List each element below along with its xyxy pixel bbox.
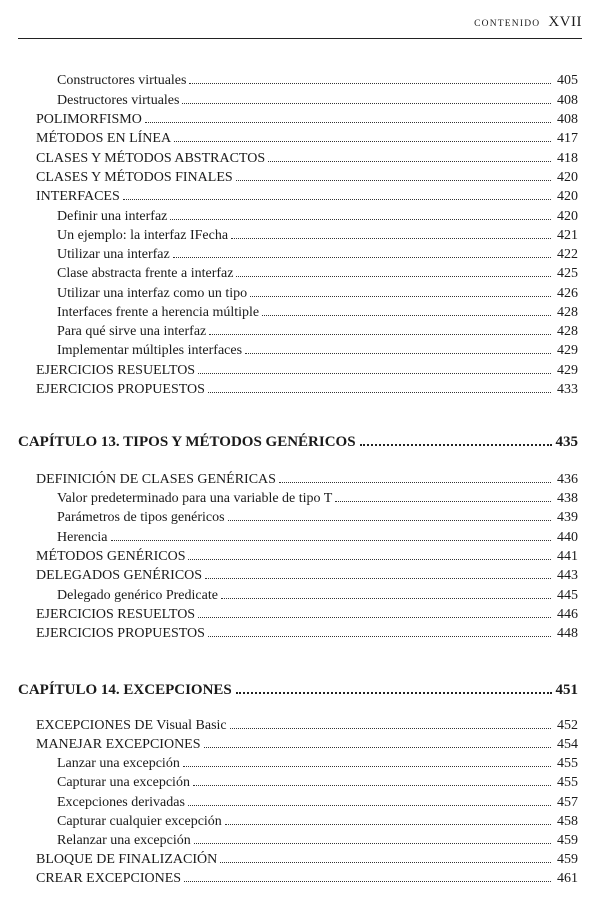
- toc-entry: [0, 547, 600, 567]
- toc-entry: [0, 71, 600, 91]
- toc-entry-page: 461: [557, 871, 578, 886]
- toc-entry: [0, 735, 600, 755]
- dot-leader: [111, 540, 551, 541]
- dot-leader: [221, 598, 551, 599]
- toc-entry-page: 433: [557, 382, 578, 397]
- dot-leader: [198, 373, 551, 374]
- toc-entry-page: 420: [557, 189, 578, 204]
- toc-entry: [0, 91, 600, 111]
- chapter-heading: [0, 679, 600, 701]
- dot-leader: [189, 83, 551, 84]
- toc-entry-page: 436: [557, 472, 578, 487]
- toc-entry: [0, 624, 600, 644]
- dot-leader: [209, 334, 551, 335]
- toc-row: [36, 735, 578, 755]
- toc-entry-page: 422: [557, 247, 578, 262]
- toc-entry: [0, 831, 600, 851]
- toc-row: [57, 773, 578, 793]
- toc-entry-title: Interfaces frente a herencia múltiple: [57, 305, 260, 320]
- toc-entry-page: 454: [557, 737, 578, 752]
- toc-row: [36, 470, 578, 490]
- toc-row: [57, 71, 578, 91]
- dot-leader: [173, 257, 551, 258]
- toc-entry-title: MÉTODOS GENÉRICOS: [36, 549, 186, 564]
- toc-entry: [0, 716, 600, 736]
- toc-entry-title: EJERCICIOS PROPUESTOS: [36, 382, 205, 397]
- toc-row: [18, 679, 578, 701]
- toc-entry: [0, 605, 600, 625]
- toc-entry: [0, 303, 600, 323]
- toc-entry-title: Para qué sirve una interfaz: [57, 324, 207, 339]
- toc-row: [57, 303, 578, 323]
- toc-entry: [0, 380, 600, 400]
- toc-entry-title: Herencia: [57, 530, 108, 545]
- toc-entry-title: EJERCICIOS PROPUESTOS: [36, 626, 205, 641]
- toc-entry-title: Relanzar una excepción: [57, 833, 191, 848]
- toc-entry: [0, 207, 600, 227]
- header-text: [474, 14, 582, 31]
- toc-row: [36, 547, 578, 567]
- toc-entry-page: 455: [557, 756, 578, 771]
- toc-entry-title: Lanzar una excepción: [57, 756, 180, 771]
- toc-entry: [0, 566, 600, 586]
- toc-entry-title: EXCEPCIONES DE Visual Basic: [36, 718, 227, 733]
- toc-entry-page: 421: [557, 228, 578, 243]
- toc-entry: [0, 850, 600, 870]
- toc-entry-page: 448: [557, 626, 578, 641]
- toc-row: [36, 624, 578, 644]
- toc-entry-page: 405: [557, 73, 578, 88]
- toc-entry: [0, 341, 600, 361]
- toc-entry-title: Valor predeterminado para una variable de tipo T: [57, 491, 333, 506]
- toc-entry-page: 439: [557, 510, 578, 525]
- toc-entry: [0, 793, 600, 813]
- dot-leader: [208, 636, 551, 637]
- toc-entry-title: Capturar una excepción: [57, 775, 190, 790]
- toc-entry: [0, 754, 600, 774]
- toc-entry-title: DEFINICIÓN DE CLASES GENÉRICAS: [36, 472, 276, 487]
- dot-leader: [174, 141, 551, 142]
- toc-entry-page: 426: [557, 286, 578, 301]
- toc-row: [36, 361, 578, 381]
- toc-entry-page: 443: [557, 568, 578, 583]
- toc-entry-page: 420: [557, 170, 578, 185]
- toc-entry-page: 452: [557, 718, 578, 733]
- toc-row: [57, 264, 578, 284]
- running-header: [18, 12, 582, 39]
- header-section-label: CONTENIDO: [474, 19, 541, 29]
- toc-entry-title: EJERCICIOS RESUELTOS: [36, 607, 196, 622]
- toc-entry-page: 420: [557, 209, 578, 224]
- toc-entry-page: 408: [557, 93, 578, 108]
- header-page-number: XVII: [548, 14, 582, 30]
- toc-row: [57, 508, 578, 528]
- toc-row: [36, 869, 578, 889]
- toc-row: [57, 245, 578, 265]
- dot-leader: [145, 122, 551, 123]
- toc-entry-title: Definir una interfaz: [57, 209, 168, 224]
- dot-leader: [183, 766, 551, 767]
- dot-leader: [198, 617, 551, 618]
- toc-entry: [0, 110, 600, 130]
- dot-leader: [205, 578, 551, 579]
- dot-leader: [194, 843, 551, 844]
- dot-leader: [208, 392, 551, 393]
- toc-entry: [0, 264, 600, 284]
- toc-entry: [0, 245, 600, 265]
- toc-entry: [0, 187, 600, 207]
- toc-row: [57, 284, 578, 304]
- dot-leader: [279, 482, 551, 483]
- toc-entry-title: POLIMORFISMO: [36, 112, 142, 127]
- dot-leader: [188, 559, 551, 560]
- toc-entry-title: DELEGADOS GENÉRICOS: [36, 568, 203, 583]
- toc-entry-title: INTERFACES: [36, 189, 120, 204]
- dot-leader: [123, 199, 551, 200]
- toc-entry-title: Utilizar una interfaz como un tipo: [57, 286, 248, 301]
- toc-row: [57, 207, 578, 227]
- dot-leader: [230, 728, 551, 729]
- dot-leader: [360, 444, 552, 446]
- toc-row: [57, 754, 578, 774]
- toc-entry-title: Parámetros de tipos genéricos: [57, 510, 225, 525]
- toc-entry-title: Utilizar una interfaz: [57, 247, 170, 262]
- dot-leader: [236, 276, 551, 277]
- toc-entry-page: 417: [557, 131, 578, 146]
- toc-row: [57, 226, 578, 246]
- toc-entry-page: 429: [557, 363, 578, 378]
- toc-entry-title: Clase abstracta frente a interfaz: [57, 266, 234, 281]
- toc-entry-page: 459: [557, 833, 578, 848]
- toc-entry-title: Destructores virtuales: [57, 93, 180, 108]
- toc-row: [57, 91, 578, 111]
- toc-row: [18, 431, 578, 453]
- toc-row: [36, 129, 578, 149]
- toc-entry-page: 408: [557, 112, 578, 127]
- toc-entry-title: Un ejemplo: la interfaz IFecha: [57, 228, 229, 243]
- toc-row: [57, 793, 578, 813]
- toc-row: [57, 528, 578, 548]
- toc-entry-title: BLOQUE DE FINALIZACIÓN: [36, 852, 218, 867]
- toc-entry-page: 446: [557, 607, 578, 622]
- dot-leader: [335, 501, 551, 502]
- toc-entry-page: 451: [555, 682, 578, 698]
- chapter-heading: [0, 431, 600, 453]
- toc-entry-title: EJERCICIOS RESUELTOS: [36, 363, 196, 378]
- dot-leader: [262, 315, 551, 316]
- toc-entry-page: 428: [557, 305, 578, 320]
- toc-entry-title: MÉTODOS EN LÍNEA: [36, 131, 172, 146]
- toc-entry-title: CAPÍTULO 13. TIPOS Y MÉTODOS GENÉRICOS: [18, 434, 356, 450]
- dot-leader: [184, 881, 551, 882]
- toc-entry-title: MANEJAR EXCEPCIONES: [36, 737, 201, 752]
- toc-entry: [0, 361, 600, 381]
- toc-row: [36, 168, 578, 188]
- toc-row: [57, 322, 578, 342]
- toc-entry-page: 435: [555, 434, 578, 450]
- dot-leader: [188, 805, 551, 806]
- toc-entry-page: 455: [557, 775, 578, 790]
- dot-leader: [170, 219, 551, 220]
- toc-row: [36, 566, 578, 586]
- dot-leader: [225, 824, 551, 825]
- toc-entry-page: 457: [557, 795, 578, 810]
- toc-entry-page: 458: [557, 814, 578, 829]
- toc-entry: [0, 284, 600, 304]
- toc-entry: [0, 586, 600, 606]
- toc-row: [36, 187, 578, 207]
- toc-entry-title: Constructores virtuales: [57, 73, 187, 88]
- toc-entry: [0, 168, 600, 188]
- toc-entry: [0, 470, 600, 490]
- toc-row: [57, 831, 578, 851]
- toc-row: [36, 850, 578, 870]
- dot-leader: [250, 296, 551, 297]
- toc-entry: [0, 129, 600, 149]
- dot-leader: [228, 520, 551, 521]
- toc-entry-page: 440: [557, 530, 578, 545]
- toc-row: [36, 110, 578, 130]
- toc-entry-page: 459: [557, 852, 578, 867]
- dot-leader: [231, 238, 551, 239]
- toc-row: [57, 489, 578, 509]
- toc-entry-title: Implementar múltiples interfaces: [57, 343, 243, 358]
- dot-leader: [204, 747, 551, 748]
- toc-entry-page: 445: [557, 588, 578, 603]
- dot-leader: [236, 180, 551, 181]
- dot-leader: [236, 692, 552, 694]
- dot-leader: [193, 785, 551, 786]
- toc-entry-page: 425: [557, 266, 578, 281]
- dot-leader: [220, 862, 551, 863]
- dot-leader: [268, 161, 551, 162]
- toc-entry-title: Capturar cualquier excepción: [57, 814, 222, 829]
- toc-entry: [0, 773, 600, 793]
- toc-entry: [0, 528, 600, 548]
- toc-row: [36, 380, 578, 400]
- toc-row: [57, 586, 578, 606]
- toc-row: [57, 341, 578, 361]
- toc-entry-page: 438: [557, 491, 578, 506]
- toc-entry-page: 429: [557, 343, 578, 358]
- toc-entry: [0, 489, 600, 509]
- toc-entry-page: 441: [557, 549, 578, 564]
- toc-row: [36, 605, 578, 625]
- toc-row: [57, 812, 578, 832]
- toc-entry-title: Excepciones derivadas: [57, 795, 185, 810]
- dot-leader: [182, 103, 551, 104]
- toc-entry-title: CREAR EXCEPCIONES: [36, 871, 182, 886]
- toc-entry-page: 428: [557, 324, 578, 339]
- toc-entry: [0, 869, 600, 889]
- toc-row: [36, 716, 578, 736]
- toc-entry-title: CLASES Y MÉTODOS FINALES: [36, 170, 233, 185]
- toc-entry: [0, 226, 600, 246]
- toc-entry-title: CAPÍTULO 14. EXCEPCIONES: [18, 682, 232, 698]
- toc-entry: [0, 508, 600, 528]
- dot-leader: [245, 353, 551, 354]
- toc-entry-page: 418: [557, 151, 578, 166]
- toc-entry-title: CLASES Y MÉTODOS ABSTRACTOS: [36, 151, 266, 166]
- toc-entry: [0, 149, 600, 169]
- toc-entry: [0, 322, 600, 342]
- toc-entry: [0, 812, 600, 832]
- toc-entry-title: Delegado genérico Predicate: [57, 588, 218, 603]
- toc-row: [36, 149, 578, 169]
